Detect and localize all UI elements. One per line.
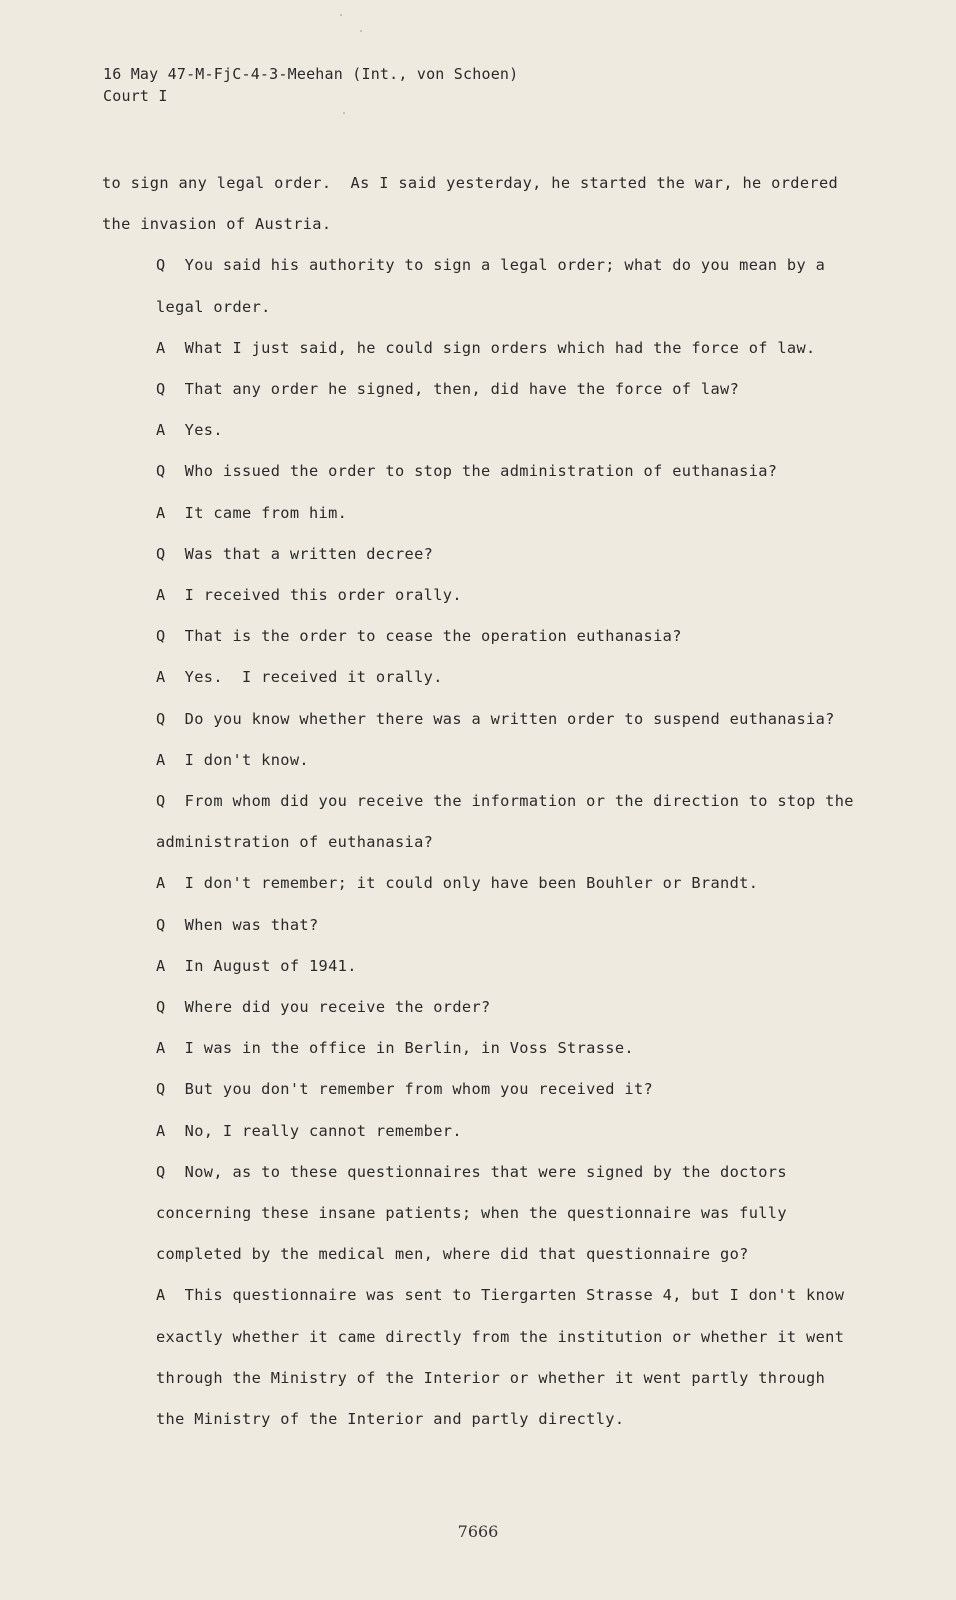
paragraph-question: Q Was that a written decree? xyxy=(156,544,434,563)
paragraph-answer: A Yes. I received it orally. xyxy=(156,668,443,687)
paragraph-answer: A In August of 1941. xyxy=(156,956,357,975)
paragraph-answer: A This questionnaire was sent to Tiergarten Strasse 4, but I don't know exactly whether it came directly from the institution or whether it went through the Ministry of the Interior or whether it went partly through the Ministry of the Interior and partly directly. xyxy=(156,1286,854,1429)
paragraph-question: Q That any order he signed, then, did have the force of law? xyxy=(156,380,740,399)
paragraph-answer: A I was in the office in Berlin, in Voss Strasse. xyxy=(156,1039,634,1058)
paragraph-question: Q From whom did you receive the information or the direction to stop the administration of euthanasia? xyxy=(156,792,864,852)
paragraph-answer: A Yes. xyxy=(156,421,223,440)
document-header xyxy=(103,63,518,107)
header-reference-line: 16 May 47-M-FjC-4-3-Meehan (Int., von Schoen) xyxy=(103,65,519,83)
paragraph-question: Q Now, as to these questionnaires that were signed by the doctors concerning these insane patients; when the questionnaire was fully completed by the medical men, where did that questionnaire go? xyxy=(156,1162,797,1264)
paragraph-question: Q When was that? xyxy=(156,915,319,934)
paragraph-question: Q Who issued the order to stop the administration of euthanasia? xyxy=(156,462,778,481)
paragraph-answer: A I received this order orally. xyxy=(156,586,462,605)
paper-speck xyxy=(360,30,362,32)
paragraph-question: Q Where did you receive the order? xyxy=(156,998,491,1017)
paragraph-question: Q Do you know whether there was a written order to suspend euthanasia? xyxy=(156,709,835,728)
paragraph-question: Q But you don't remember from whom you received it? xyxy=(156,1080,654,1099)
paragraph-answer: A What I just said, he could sign orders which had the force of law. xyxy=(156,338,816,357)
page-number: 7666 xyxy=(457,1522,499,1541)
header-court-line: Court I xyxy=(103,87,168,105)
paragraph-answer: A It came from him. xyxy=(156,503,348,522)
transcript-body xyxy=(102,163,862,1440)
paper-speck xyxy=(340,14,342,16)
paragraph-continuation: to sign any legal order. As I said yesterday, he started the war, he ordered the invasion of Austria. xyxy=(102,174,848,234)
paragraph-answer: A I don't remember; it could only have been Bouhler or Brandt. xyxy=(156,874,759,893)
paper-speck xyxy=(343,112,345,114)
paragraph-question: Q That is the order to cease the operation euthanasia? xyxy=(156,627,682,646)
paragraph-answer: A No, I really cannot remember. xyxy=(156,1121,462,1140)
paragraph-answer: A I don't know. xyxy=(156,750,309,769)
paragraph-question: Q You said his authority to sign a legal order; what do you mean by a legal order. xyxy=(156,256,835,316)
